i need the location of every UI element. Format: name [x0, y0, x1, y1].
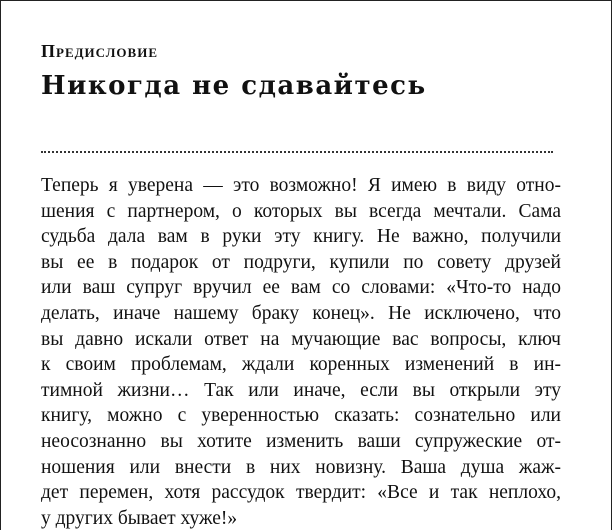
- text-line: судьба дала вам в руки эту книгу. Не важно, получили: [41, 226, 561, 248]
- text-line: тимной жизни… Так или иначе, если вы открыли эту: [41, 379, 561, 401]
- text-line: делать, иначе нашему браку конец». Не исключено, что: [41, 302, 561, 324]
- text-line: вы давно искали ответ на мучающие вас вопросы, ключ: [41, 328, 561, 350]
- text-line: к своим проблемам, ждали коренных изменений в ин-: [41, 354, 561, 376]
- text-line: ношения или внести в них новизну. Ваша душа жаж-: [41, 456, 561, 478]
- body-paragraph: [41, 173, 561, 531]
- text-line: дет перемен, хотя рассудок твердит: «Все и так неплохо,: [41, 482, 561, 504]
- section-label: Предисловие: [41, 41, 158, 61]
- chapter-title: Никогда не сдавайтесь: [41, 71, 427, 101]
- text-line: вы ее в подарок от подруги, купили по совету друзей: [41, 251, 561, 273]
- dotted-divider: [41, 151, 553, 153]
- text-line: неосознанно вы хотите изменить ваши супружеские от-: [41, 430, 561, 452]
- text-line: у других бывает хуже!»: [41, 507, 238, 529]
- text-line: или ваш супруг вручил ее вам со словами: «Что-то надо: [41, 277, 561, 299]
- text-line: Теперь я уверена — это возможно! Я имею в виду отно-: [41, 175, 561, 196]
- text-line: книгу, можно с уверенностью сказать: сознательно или: [41, 405, 561, 427]
- text-line: шения с партнером, о которых вы всегда мечтали. Сама: [41, 200, 561, 222]
